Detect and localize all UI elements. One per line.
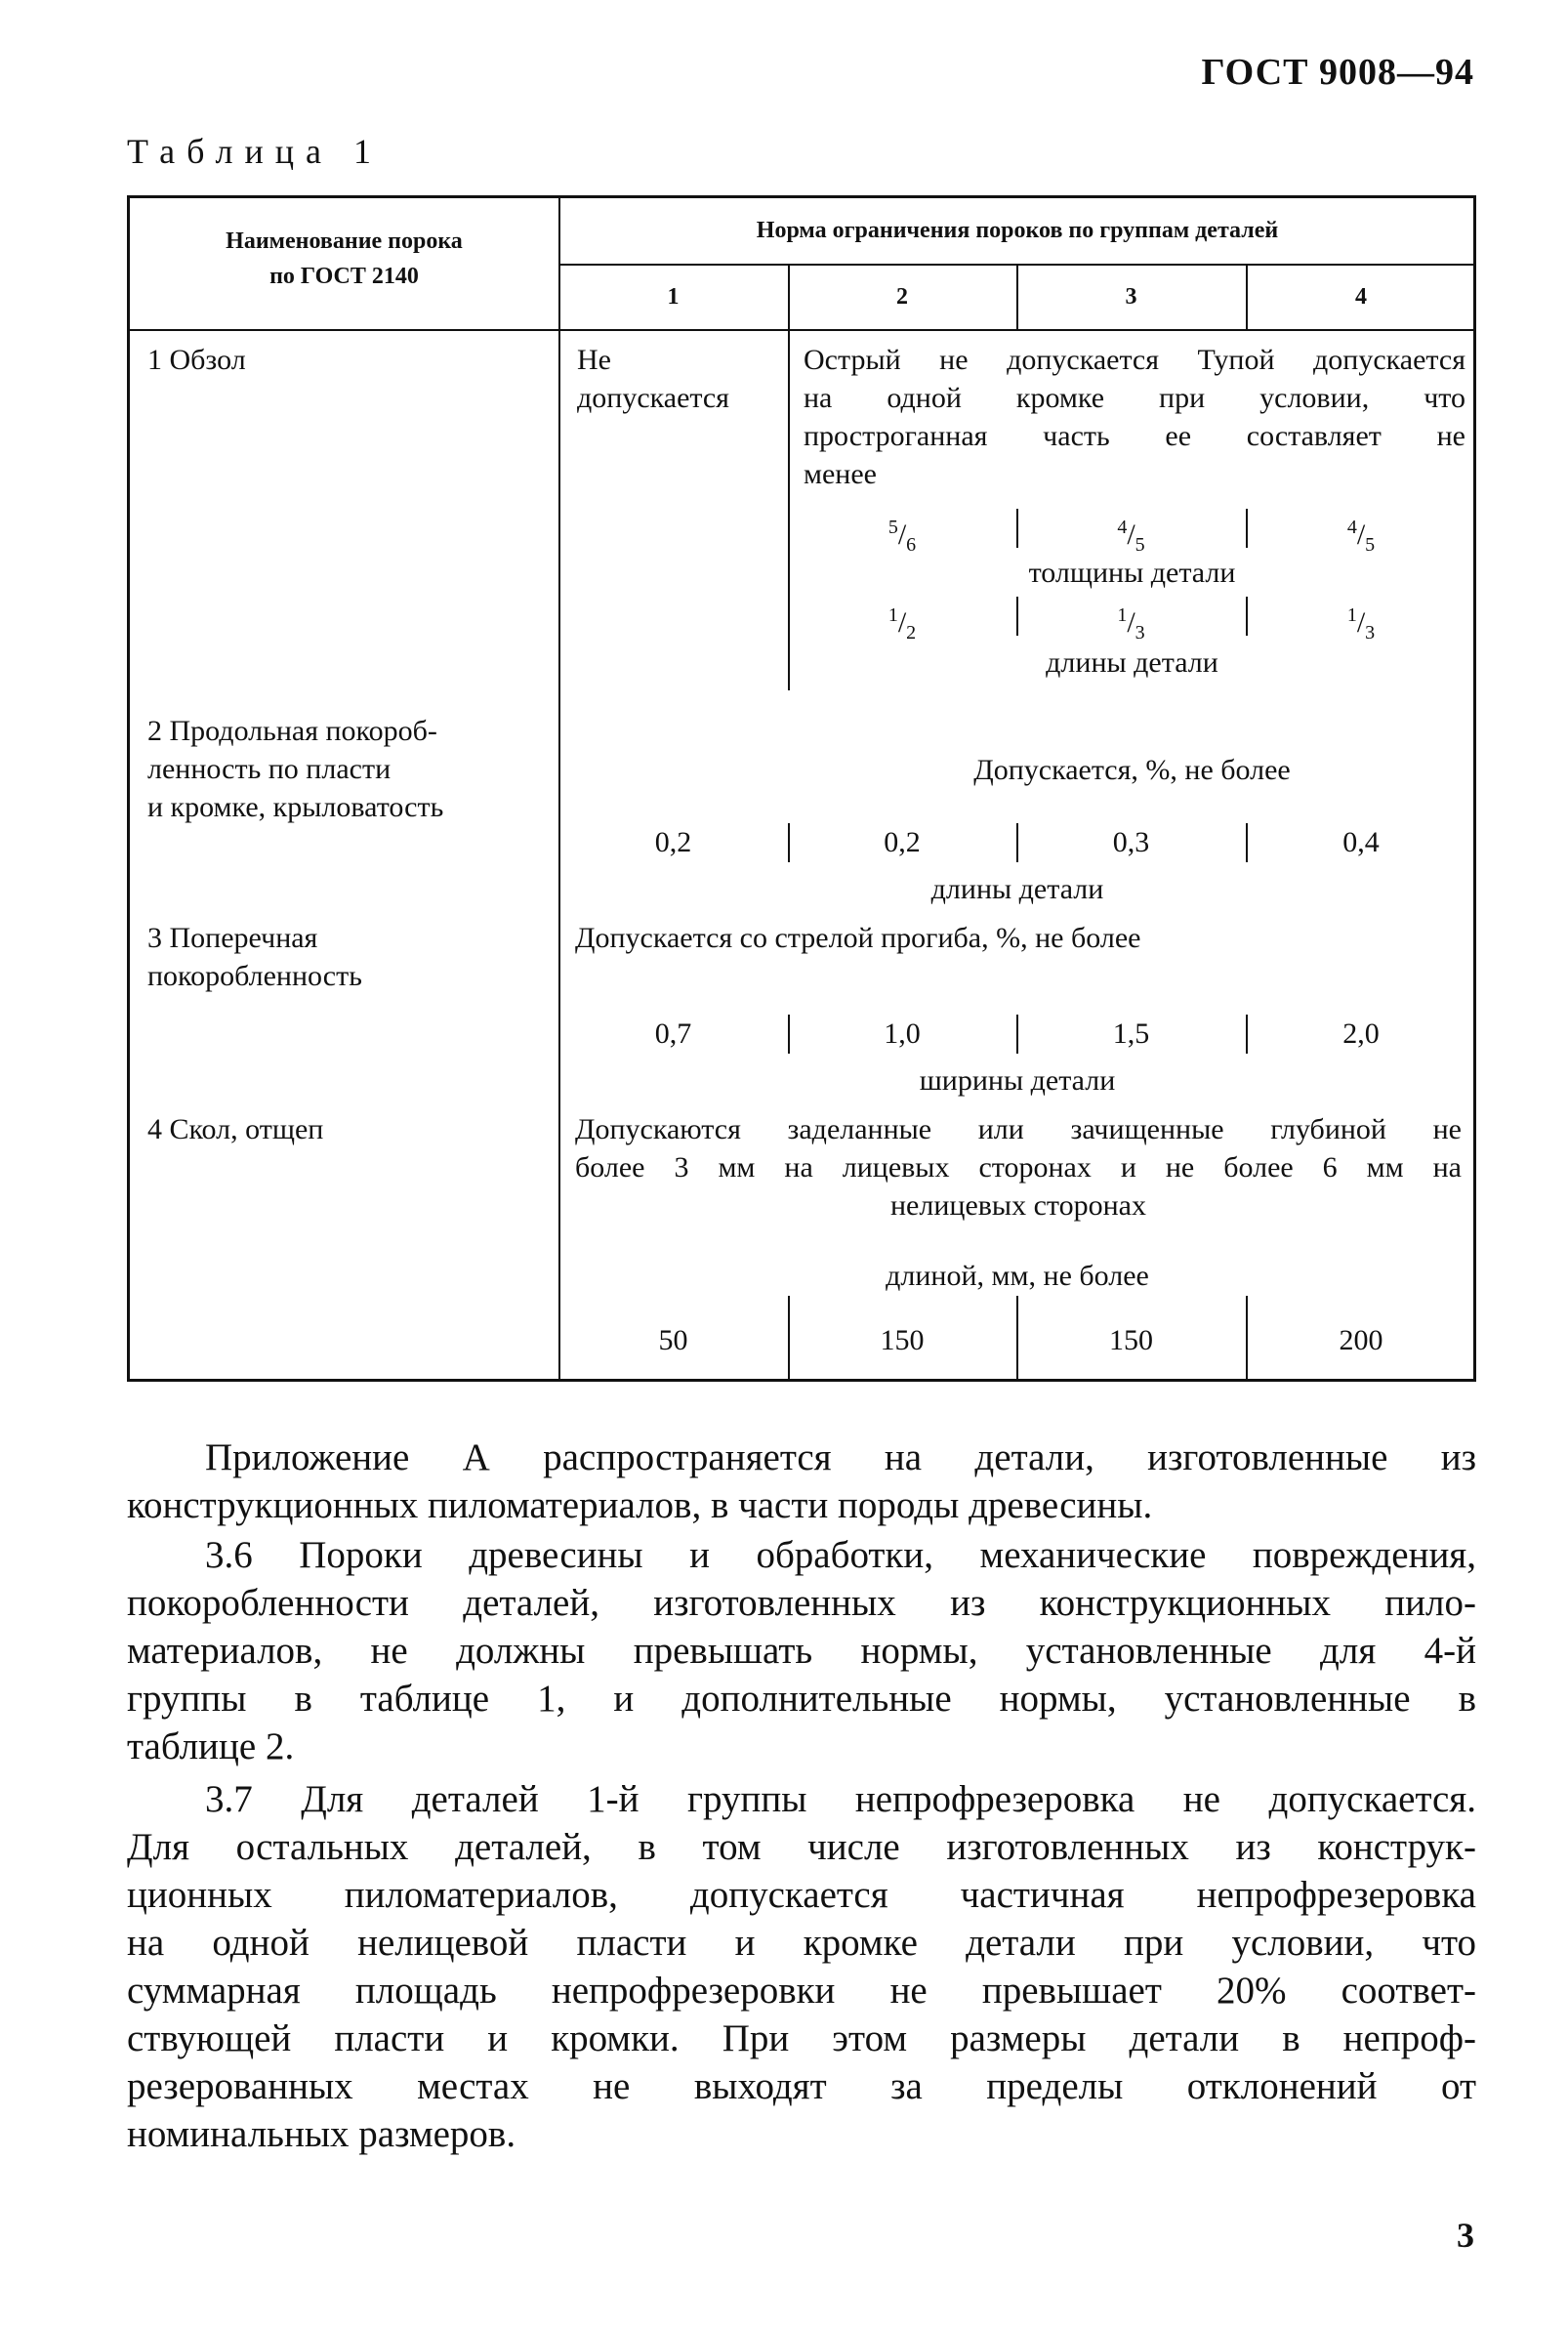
chip-value-1: 50 xyxy=(658,1324,688,1356)
chip-subheader: длиной, мм, не более xyxy=(886,1260,1149,1292)
cup-value-3: 1,5 xyxy=(1112,1018,1150,1050)
warp-unit: длины детали xyxy=(930,873,1104,905)
obzol-group1: Не допускается xyxy=(577,344,729,414)
chip-value-4: 200 xyxy=(1339,1324,1383,1356)
group-header-2: 2 xyxy=(896,284,908,310)
cup-value-4: 2,0 xyxy=(1342,1018,1380,1050)
warp-value-1: 0,2 xyxy=(654,826,692,858)
cup-value-1: 0,7 xyxy=(654,1018,692,1050)
chip-text: Допускаются заделанные или зачищенные глубиной не более 3 мм на лицевых сторонах и не более 6 мм на нелицевых сторонах xyxy=(575,1113,1462,1222)
row-name-warp: 2 Продольная покороб- ленность по пласти и кромке, крыловатость xyxy=(147,715,444,823)
cup-unit: ширины детали xyxy=(919,1064,1116,1097)
column-header-norm: Норма ограничения пороков по группам деталей xyxy=(756,218,1279,243)
page-number: 3 xyxy=(1457,2216,1474,2255)
obzol-text: Острый не допускается Тупой допускается на одной кромке при условии, что простроганная часть ее составляет не менее xyxy=(804,344,1465,490)
obzol-thickness-frac-4: $^4/_5$ xyxy=(1346,517,1376,556)
obzol-length-frac-4: $^1/_3$ xyxy=(1346,604,1376,644)
warp-value-3: 0,3 xyxy=(1112,826,1150,858)
paragraph-3-6: 3.6 Пороки древесины и обработки, механические повреждения, покоробленности деталей, изготовленных из конструкционных пило- материалов, не должны превышать нормы, установленные для 4-й группы в таблице 1, и дополнительные нормы, установленные в таблице 2. xyxy=(127,1534,1476,1767)
warp-value-4: 0,4 xyxy=(1342,826,1380,858)
cup-text: Допускается со стрелой прогиба, %, не более xyxy=(575,922,1141,954)
cup-value-2: 1,0 xyxy=(884,1018,921,1050)
obzol-length-frac-3: $^1/_3$ xyxy=(1117,604,1145,644)
row-name-obzol: 1 Обзол xyxy=(147,344,246,376)
group-header-4: 4 xyxy=(1355,284,1367,310)
table-divider xyxy=(558,198,560,1380)
obzol-thickness-frac-3: $^4/_5$ xyxy=(1117,517,1145,556)
chip-value-3: 150 xyxy=(1109,1324,1153,1356)
group-header-3: 3 xyxy=(1125,284,1137,310)
obzol-length-label: длины детали xyxy=(1046,646,1218,679)
obzol-length-frac-2: $^1/_2$ xyxy=(887,604,917,644)
obzol-thickness-label: толщины детали xyxy=(1028,557,1236,589)
column-header-defect: Наименование порока по ГОСТ 2140 xyxy=(226,228,463,289)
row-name-chip: 4 Скол, отщеп xyxy=(147,1113,324,1145)
warp-text: Допускается, %, не более xyxy=(973,754,1291,786)
warp-value-2: 0,2 xyxy=(884,826,921,858)
paragraph-3-7: 3.7 Для деталей 1-й группы непрофрезеровка не допускается. Для остальных деталей, в том числе изготовленных из конструк- ционных пиломатериалов, допускается частичная непрофрезеровка на одной нелицевой пласти и кромке детали при условии, что суммарная площадь непрофрезеровки не превышает 20% соответ- ствующей пласти и кромки. При этом размеры детали в непроф- резерованных местах не выходят за пределы отклонений от номинальных размеров. xyxy=(127,1778,1476,2155)
defects-table xyxy=(127,195,1476,1382)
table-caption: Таблица 1 xyxy=(127,132,383,171)
row-name-cup: 3 Поперечная покоробленность xyxy=(147,922,362,992)
obzol-thickness-frac-2: $^5/_6$ xyxy=(887,517,917,556)
table-divider xyxy=(130,329,1476,331)
group-header-1: 1 xyxy=(667,284,680,310)
chip-value-2: 150 xyxy=(880,1324,925,1356)
paragraph-appendix: Приложение А распространяется на детали, изготовленные из конструкционных пиломатериалов, в части породы древесины. xyxy=(127,1436,1476,1526)
page-header: ГОСТ 9008—94 xyxy=(1201,52,1474,93)
